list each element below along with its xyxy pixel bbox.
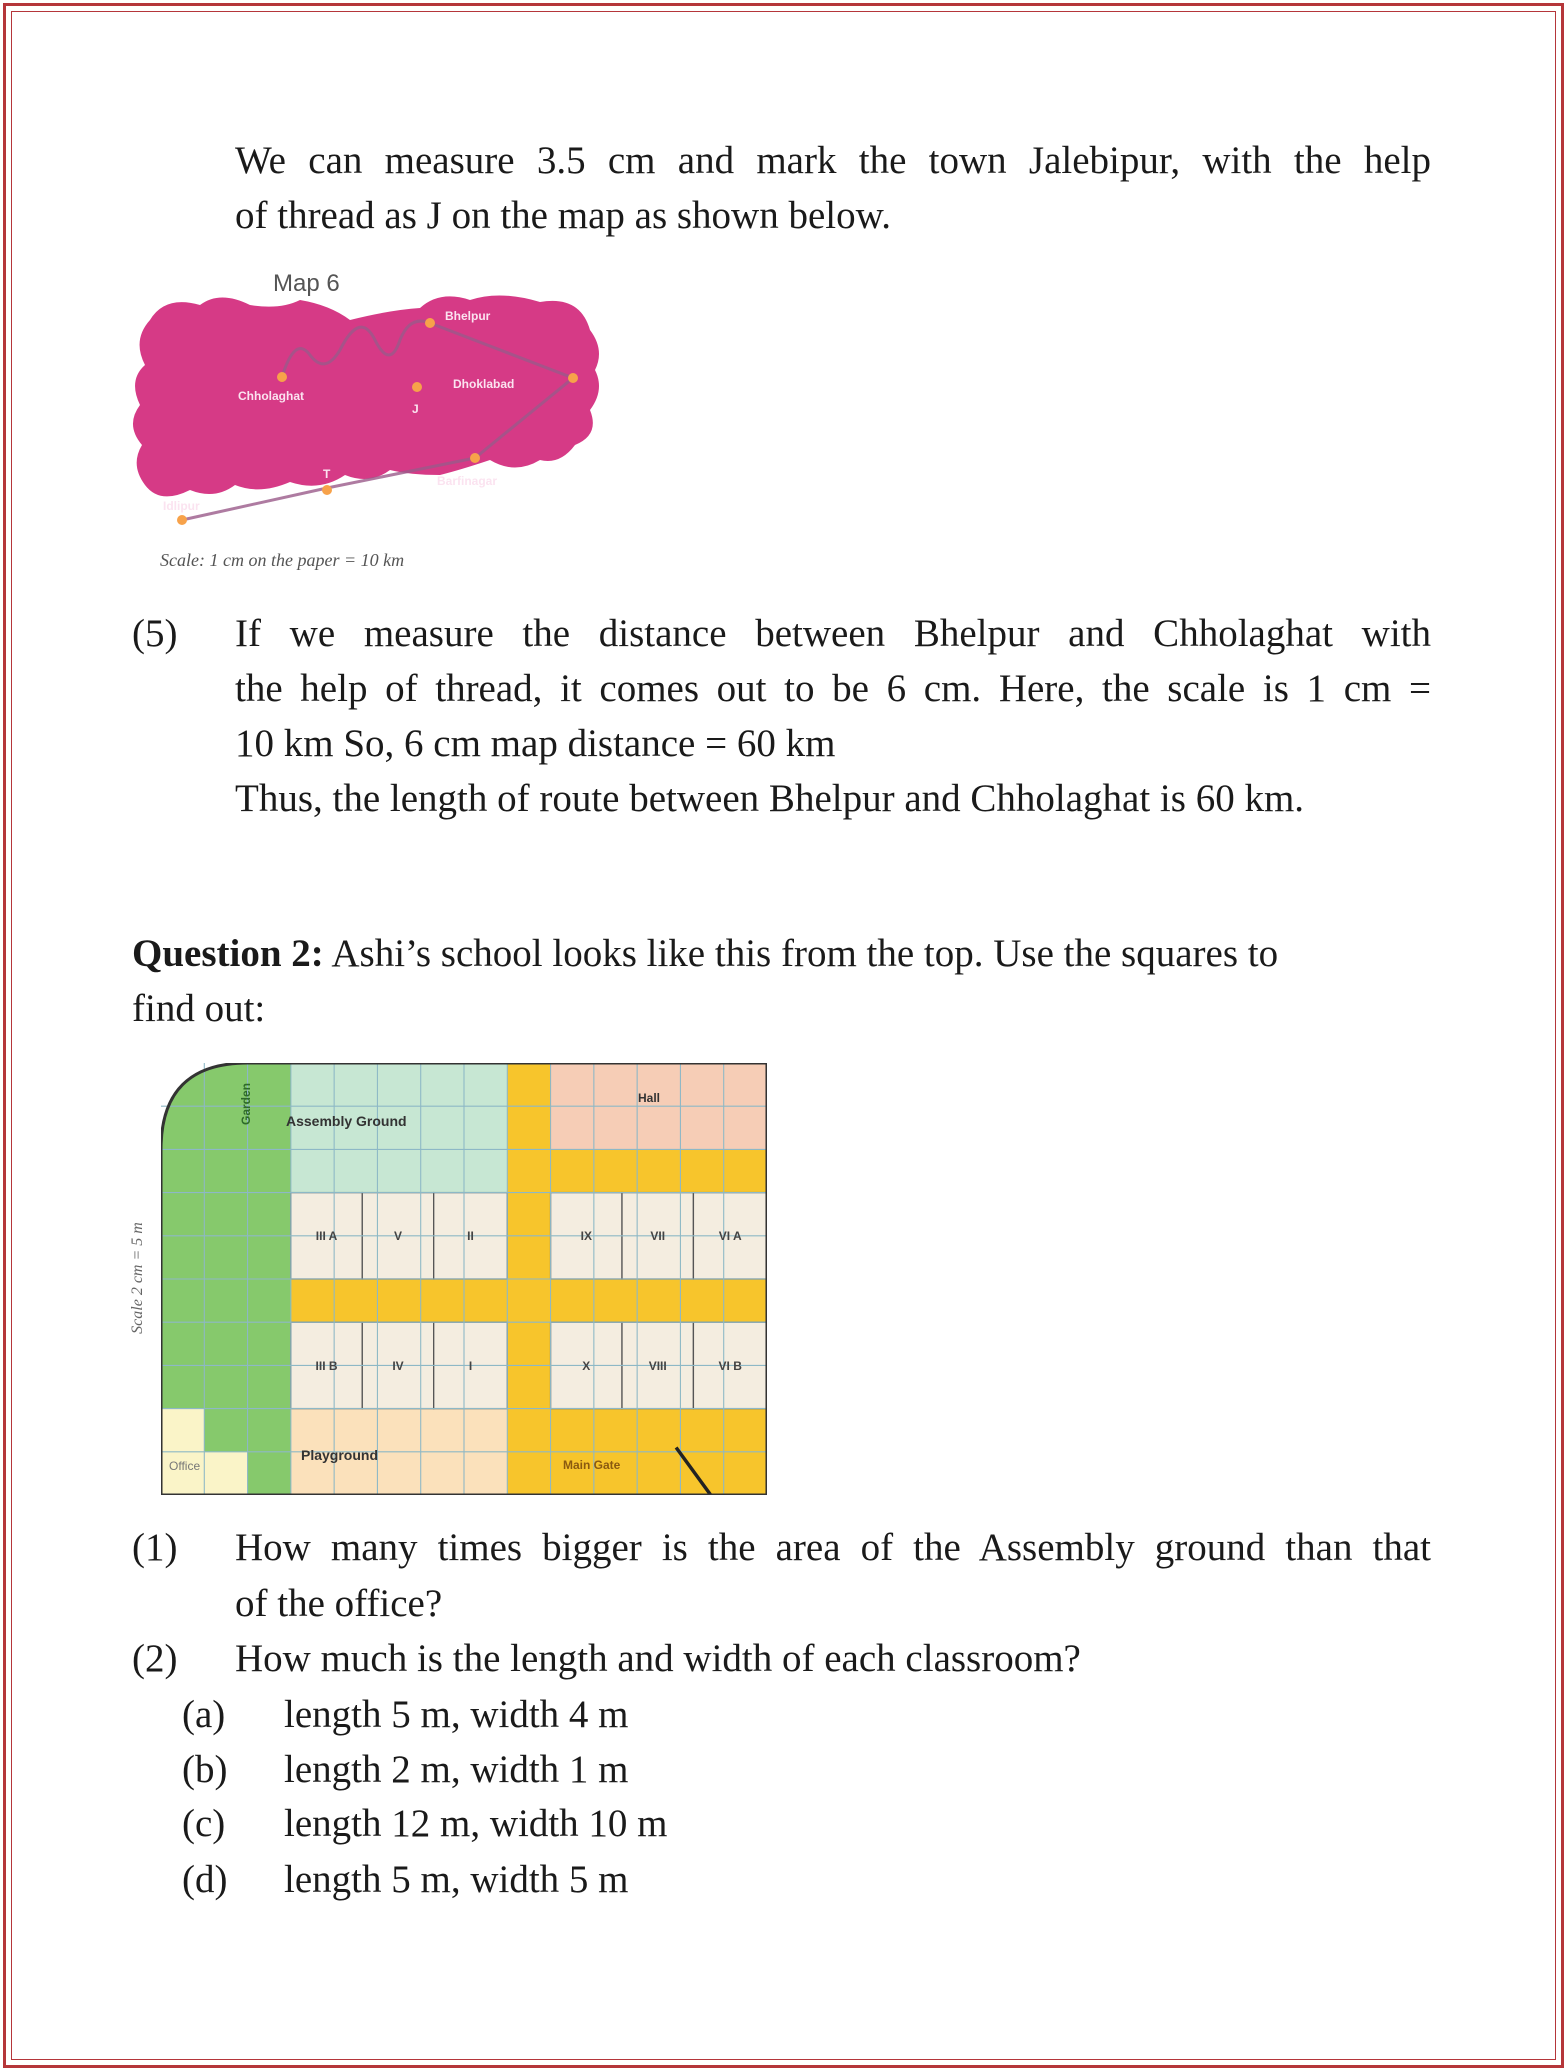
label-assembly-ground: Assembly Ground xyxy=(286,1113,407,1129)
option-c-text: length 12 m, width 10 m xyxy=(284,1802,668,1845)
question-2-line-2: find out: xyxy=(132,987,266,1030)
classroom-label-top: VI A xyxy=(718,1229,742,1244)
step-5-line-4: Thus, the length of route between Bhelpur and Chholaghat is 60 km. xyxy=(235,777,1305,820)
classroom-label-bottom: III B xyxy=(315,1359,338,1373)
step-5-line-1: If we measure the distance between Bhelpur and Chholaghat with xyxy=(235,612,1431,655)
label-office: Office xyxy=(169,1459,201,1473)
classroom-label-top: IX xyxy=(580,1229,592,1244)
step-5-line-2: the help of thread, it comes out to be 6 cm. Here, the scale is 1 cm = xyxy=(235,667,1431,710)
classroom-label-bottom: IV xyxy=(392,1359,404,1373)
question-2-text: Ashi’s school looks like this from the top. Use the squares to xyxy=(323,932,1279,975)
question-1-line-1: How many times bigger is the area of the Assembly ground than that xyxy=(235,1526,1431,1569)
town-label-barfinagar: Barfinagar xyxy=(437,474,498,488)
option-a-label: (a) xyxy=(182,1693,226,1736)
school-scale-wrap xyxy=(118,1063,158,1493)
town-dot-bhelpur xyxy=(425,318,435,328)
intro-line-2: of thread as J on the map as shown below. xyxy=(235,194,891,237)
map-6 xyxy=(120,260,620,580)
label-garden: Garden xyxy=(239,1082,253,1125)
town-dot-t xyxy=(322,485,332,495)
town-dot-idlipur xyxy=(177,515,187,525)
classroom-label-top: VII xyxy=(650,1229,666,1244)
classroom-label-bottom: VI B xyxy=(718,1359,742,1373)
classroom-label-bottom: X xyxy=(582,1359,591,1373)
classroom-label-bottom: I xyxy=(468,1359,473,1373)
town-label-dhoklabad: Dhoklabad xyxy=(453,377,515,391)
question-2-number: (2) xyxy=(132,1637,178,1680)
option-b-text: length 2 m, width 1 m xyxy=(284,1748,629,1791)
question-2-label: Question 2: xyxy=(132,932,324,975)
classroom-label-top: III A xyxy=(315,1229,338,1244)
map-scale: Scale: 1 cm on the paper = 10 km xyxy=(160,550,405,570)
map-title: Map 6 xyxy=(273,270,340,297)
question-1-number: (1) xyxy=(132,1526,178,1569)
question-1-line-2: of the office? xyxy=(235,1582,443,1625)
town-label-j: J xyxy=(412,402,419,416)
town-dot-j xyxy=(412,382,422,392)
option-d-text: length 5 m, width 5 m xyxy=(284,1858,629,1901)
option-c-label: (c) xyxy=(182,1802,226,1845)
town-dot-dhoklabad xyxy=(568,373,578,383)
town-dot-chholaghat xyxy=(277,372,287,382)
question-2-line-1 xyxy=(132,930,1431,978)
option-b-label: (b) xyxy=(182,1748,228,1791)
town-label-t: T xyxy=(323,467,331,481)
school-labels xyxy=(161,1063,767,1495)
town-label-idlipur: Idlipur xyxy=(163,499,200,513)
step-5-line-3: 10 km So, 6 cm map distance = 60 km xyxy=(235,722,836,765)
school-scale: Scale 2 cm = 5 m xyxy=(129,1222,146,1334)
label-playground: Playground xyxy=(301,1447,379,1463)
town-label-chholaghat: Chholaghat xyxy=(238,389,304,403)
option-d-label: (d) xyxy=(182,1858,228,1901)
classroom-label-top: V xyxy=(393,1229,402,1244)
town-dot-barfinagar xyxy=(470,453,480,463)
label-main-gate: Main Gate xyxy=(563,1458,621,1472)
intro-line-1: We can measure 3.5 cm and mark the town Jalebipur, with the help xyxy=(235,139,1431,182)
question-2b-line-1: How much is the length and width of each classroom? xyxy=(235,1637,1081,1680)
option-a-text: length 5 m, width 4 m xyxy=(284,1693,629,1736)
label-hall: Hall xyxy=(638,1091,661,1105)
town-label-bhelpur: Bhelpur xyxy=(445,309,491,323)
map-land xyxy=(133,295,599,496)
classroom-label-top: II xyxy=(467,1229,474,1244)
classroom-label-bottom: VIII xyxy=(648,1359,667,1373)
step-5-number: (5) xyxy=(132,612,178,655)
